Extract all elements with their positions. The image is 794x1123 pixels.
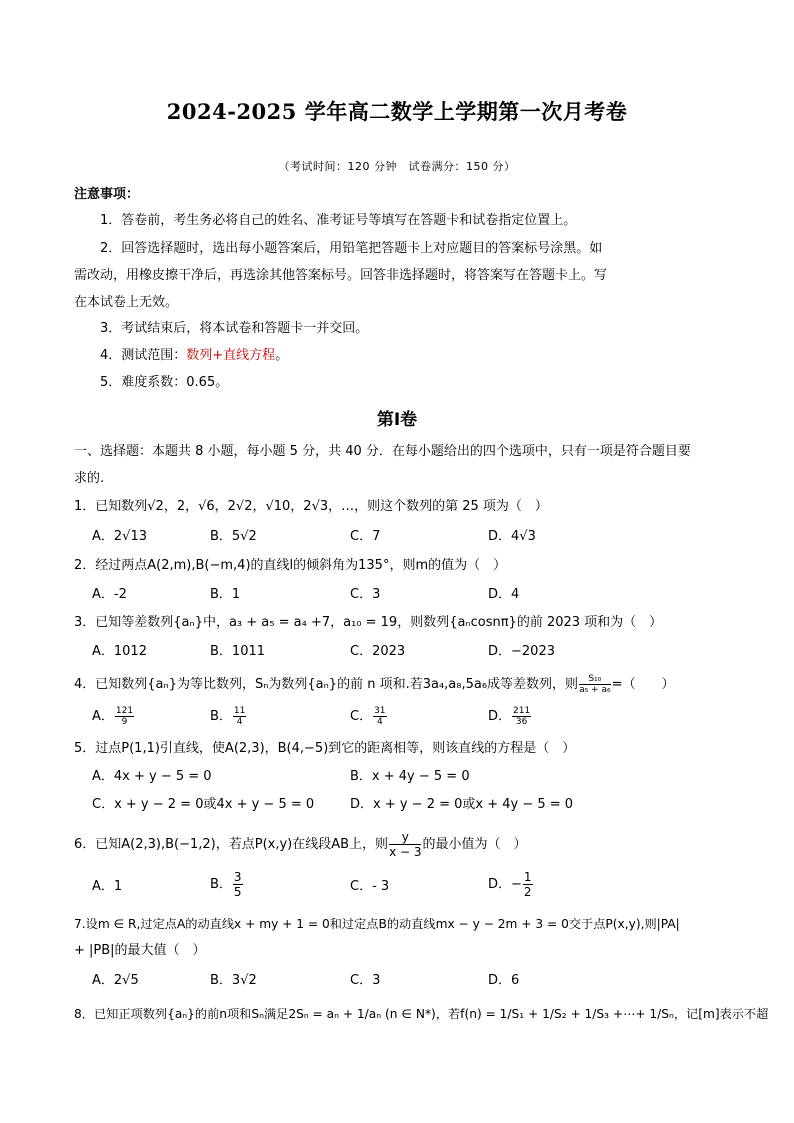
option-fraction xyxy=(115,706,134,727)
note-3: 3．考试结束后，将本试卷和答题卡一并交回。 xyxy=(100,321,369,336)
option-label: D．− xyxy=(488,877,522,892)
question-5-option-b: B．x + 4y − 5 = 0 xyxy=(350,769,470,784)
exam-info: （考试时间：120 分钟 试卷满分：150 分） xyxy=(278,160,516,173)
option-fraction xyxy=(512,706,531,727)
fraction-denominator: x − 3 xyxy=(389,845,422,859)
question-7-option-d: D．6 xyxy=(488,973,520,988)
question-7-option-c: C．3 xyxy=(350,973,381,988)
question-3-stem: 3．已知等差数列{aₙ}中，a₃ + a₅ = a₄ +7，a₁₀ = 19，则数列{aₙcosnπ}的前 2023 项和为（ ） xyxy=(74,615,663,630)
note-4 xyxy=(100,347,288,365)
question-3-option-d: D．−2023 xyxy=(488,644,555,659)
notes-heading: 注意事项： xyxy=(74,187,140,202)
option-fraction xyxy=(523,870,533,899)
page-title: 2024-2025 学年高二数学上学期第一次月考卷 xyxy=(166,99,628,124)
question-6-stem-text: 6．已知A(2,3),B(−1,2)，若点P(x,y)在线段AB上，则 xyxy=(74,837,389,852)
question-4-option-a xyxy=(92,706,135,727)
question-6-stem xyxy=(74,830,527,859)
question-6-option-c: C．- 3 xyxy=(350,879,390,894)
note-4-suffix: 。 xyxy=(275,348,289,363)
question-2-option-b: B．1 xyxy=(210,587,241,602)
question-6-option-d xyxy=(488,870,534,899)
question-2-option-d: D．4 xyxy=(488,587,520,602)
question-2-stem: 2．经过两点A(2,m),B(−m,4)的直线l的倾斜角为135°，则m的值为（ ） xyxy=(74,558,507,573)
fraction-numerator: 11 xyxy=(233,706,246,716)
question-5-option-d: D．x + y − 2 = 0或x + 4y − 5 = 0 xyxy=(350,797,574,812)
question-7-option-a: A．2√5 xyxy=(92,973,139,988)
question-6-stem-end: 的最小值为（ ） xyxy=(422,837,527,852)
fraction-numerator: 31 xyxy=(374,706,386,716)
fraction-numerator: 1 xyxy=(523,870,532,884)
option-label: B． xyxy=(210,709,232,724)
part1-intro-line-1: 一、选择题：本题共 8 小题，每小题 5 分，共 40 分．在每小题给出的四个选项中，只有一项是符合题目要 xyxy=(74,444,691,459)
question-6-fraction xyxy=(389,830,421,859)
question-4-option-b xyxy=(210,706,247,727)
fraction-numerator: y xyxy=(389,830,421,845)
question-5-stem: 5．过点P(1,1)引直线，使A(2,3)，B(4,−5)到它的距离相等，则该直线的方程是（ ） xyxy=(74,741,576,756)
fraction-numerator: S₁₀ xyxy=(579,674,611,685)
fraction-denominator: a₅ + a₆ xyxy=(579,685,611,695)
option-fraction xyxy=(233,870,243,899)
question-1-stem: 1．已知数列√2，2，√6，2√2，√10，2√3，…，则这个数列的第 25 项为（ ） xyxy=(74,499,548,514)
question-4-option-d xyxy=(488,706,532,727)
note-2-line-1: 2．回答选择题时，选出每小题答案后，用铅笔把答题卡上对应题目的答案标号涂黑。如 xyxy=(100,241,603,256)
test-scope: 数列+直线方程 xyxy=(186,348,276,363)
note-5: 5．难度系数：0.65。 xyxy=(100,375,229,390)
fraction-numerator: 211 xyxy=(513,706,531,716)
fraction-denominator: 2 xyxy=(523,885,532,899)
question-2-option-a: A．-2 xyxy=(92,587,127,602)
question-8-stem: 8．已知正项数列{aₙ}的前n项和Sₙ满足2Sₙ = aₙ + 1/aₙ (n ∈ N*)，若f(n) = 1/S₁ + 1/S₂ + 1/S₃ +⋯+ 1/Sₙ，记[m]表示不超 xyxy=(74,1007,769,1021)
question-2-option-c: C．3 xyxy=(350,587,381,602)
fraction-denominator: 4 xyxy=(236,717,243,727)
question-4-stem-end: =（ ） xyxy=(611,677,675,692)
question-6-option-b xyxy=(210,870,244,899)
part1-intro-line-2: 求的. xyxy=(74,471,105,486)
fraction-numerator: 3 xyxy=(233,870,242,884)
question-7-stem-line-2: + |PB|的最大值（ ） xyxy=(74,943,206,958)
option-fraction xyxy=(233,706,246,727)
question-3-option-c: C．2023 xyxy=(350,644,406,659)
option-label: D． xyxy=(488,709,512,724)
question-3-option-b: B．1011 xyxy=(210,644,266,659)
note-2-line-3: 在本试卷上无效。 xyxy=(74,295,179,310)
question-4-stem-text: 4．已知数列{aₙ}为等比数列，Sₙ为数列{aₙ}的前 n 项和.若3a₄,a₈,5a₆成等差数列，则 xyxy=(74,677,579,692)
question-3-option-a: A．1012 xyxy=(92,644,147,659)
question-1-option-d: D．4√3 xyxy=(488,529,536,544)
note-1: 1．答卷前，考生务必将自己的姓名、准考证号等填写在答题卡和试卷指定位置上。 xyxy=(100,213,577,228)
question-5-option-c: C．x + y − 2 = 0或4x + y − 5 = 0 xyxy=(92,797,315,812)
question-4-option-c xyxy=(350,706,388,727)
note-2-line-2: 需改动，用橡皮擦干净后，再选涂其他答案标号。回答非选择题时，将答案写在答题卡上。写 xyxy=(74,268,608,283)
fraction-numerator: 121 xyxy=(115,706,134,716)
fraction-denominator: 36 xyxy=(515,717,528,727)
fraction-denominator: 9 xyxy=(121,717,128,727)
question-1-option-a: A．2√13 xyxy=(92,529,147,544)
option-label: B． xyxy=(210,877,232,892)
option-fraction xyxy=(373,706,386,727)
question-1-option-b: B．5√2 xyxy=(210,529,257,544)
fraction-denominator: 5 xyxy=(233,885,242,899)
question-5-option-a: A．4x + y − 5 = 0 xyxy=(92,769,212,784)
option-label: A． xyxy=(92,709,114,724)
fraction-denominator: 4 xyxy=(376,717,383,727)
question-7-stem-line-1: 7.设m ∈ R,过定点A的动直线x + my + 1 = 0和过定点B的动直线mx − y − 2m + 3 = 0交于点P(x,y),则|PA| xyxy=(74,917,680,931)
section-title: 第Ⅰ卷 xyxy=(376,410,418,430)
question-4-fraction xyxy=(579,674,611,695)
option-label: C． xyxy=(350,709,373,724)
question-6-option-a: A．1 xyxy=(92,879,123,894)
question-1-option-c: C．7 xyxy=(350,529,381,544)
note-4-prefix: 4．测试范围： xyxy=(100,348,187,363)
question-7-option-b: B．3√2 xyxy=(210,973,257,988)
question-4-stem xyxy=(74,674,674,695)
